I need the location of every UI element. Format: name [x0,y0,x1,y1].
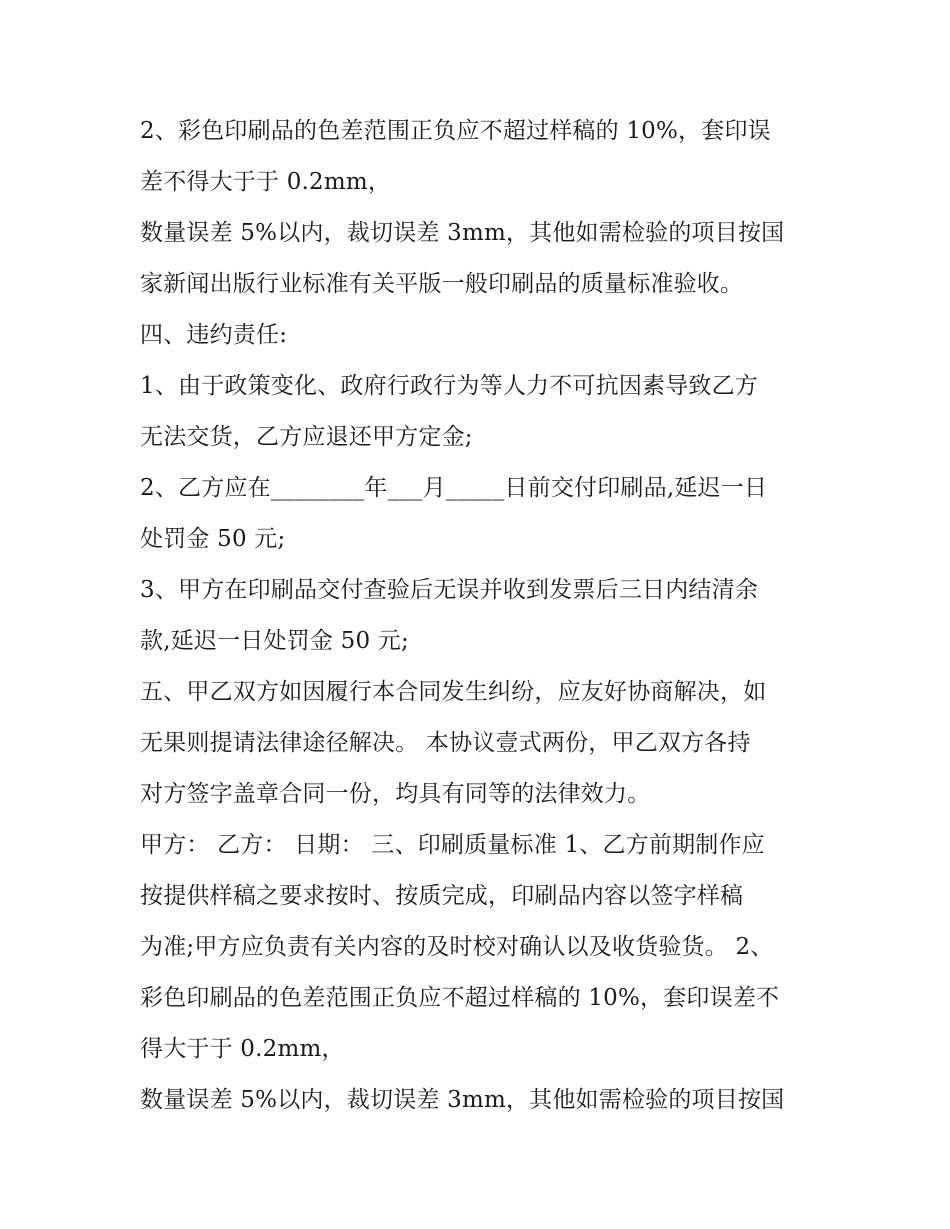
text-line: 对方签字盖章合同一份，均具有同等的法律效力。 [140,781,651,807]
text-line: 处罚金 50 元; [140,526,286,552]
text-line: 无果则提请法律途径解决。 本协议壹式两份，甲乙双方各持 [140,730,751,756]
text-line: 无法交货，乙方应退还甲方定金; [140,424,473,450]
section-heading-breach: 四、违约责任: [140,322,288,348]
text-line: 差不得大于于 0.2mm， [140,169,392,195]
text-line: 为准;甲方应负责有关内容的及时校对确认以及收货验货。 2、 [140,934,774,960]
text-line: 2、乙方应在________年___月_____日前交付印刷品,延迟一日 [140,475,768,501]
text-line: 得大于于 0.2mm， [140,1036,345,1062]
text-line: 款,延迟一日处罚金 50 元; [140,628,409,654]
text-line: 2、彩色印刷品的色差范围正负应不超过样稿的 10%，套印误 [140,118,771,144]
signature-and-quality-line: 甲方： 乙方： 日期： 三、印刷质量标准 1、乙方前期制作应 [140,832,765,858]
text-line: 数量误差 5%以内，裁切误差 3mm，其他如需检验的项目按国 [140,1087,785,1113]
text-line: 1、由于政策变化、政府行政行为等人力不可抗因素导致乙方 [140,373,759,399]
contract-text-body [140,106,830,1126]
section-heading-dispute: 五、甲乙双方如因履行本合同发生纠纷，应友好协商解决，如 [140,679,767,705]
text-line: 数量误差 5%以内，裁切误差 3mm，其他如需检验的项目按国 [140,220,785,246]
text-line: 家新闻出版行业标准有关平版一般印刷品的质量标准验收。 [140,271,744,297]
text-line: 彩色印刷品的色差范围正负应不超过样稿的 10%，套印误差不 [140,985,780,1011]
text-line: 按提供样稿之要求按时、按质完成，印刷品内容以签字样稿 [140,883,744,909]
text-line: 3、甲方在印刷品交付查验后无误并收到发票后三日内结清余 [140,577,759,603]
